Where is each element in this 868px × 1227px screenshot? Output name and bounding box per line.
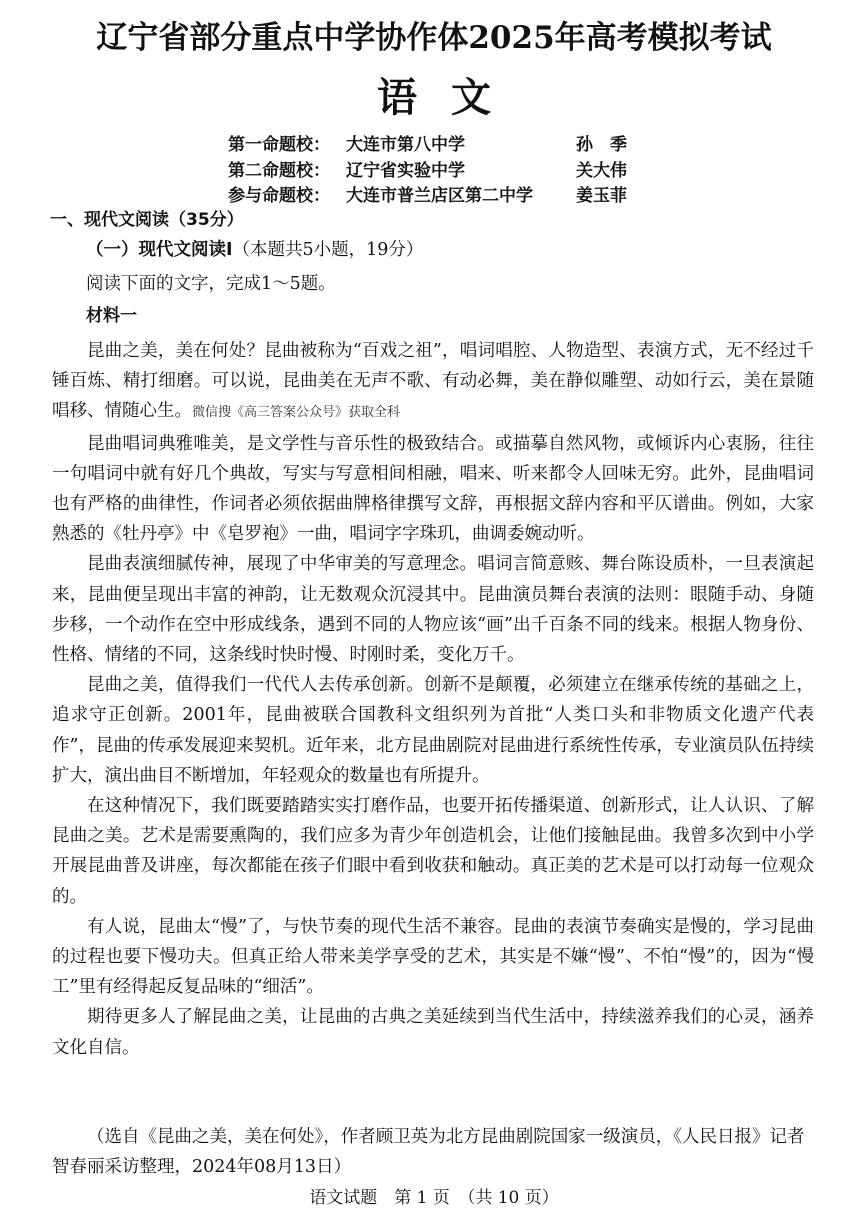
source-text: （选自《昆曲之美，美在何处》，作者顾卫英为北方昆曲剧院国家一级演员，《人民日报》记者智春丽采访整理，2024年08月13日） — [52, 1127, 805, 1177]
setter-person: 姜玉菲 — [576, 186, 627, 206]
setter-person: 关大伟 — [576, 160, 627, 181]
paragraph: 有人说，昆曲太“慢”了，与快节奏的现代生活不兼容。昆曲的表演节奏确实是慢的，学习昆曲的过程也要下慢功夫。但真正给人带来美学享受的艺术，其实是不嫌“慢”、不怕“慢”的，因为“慢工”里有经得起反复品味的“细活”。 — [52, 916, 814, 998]
sub-heading-rest: （本题共5小题，19分） — [232, 240, 424, 260]
paragraph: 昆曲之美，值得我们一代代人去传承创新。创新不是颠覆，必须建立在继承传统的基础之上，追求守正创新。2001年，昆曲被联合国教科文组织列为首批“人类口头和非物质文化遗产代表作”，昆曲的传承发展迎来契机。近年来，北方昆曲剧院对昆曲进行系统性传承，专业演员队伍持续扩大，演出曲目不断增加，年轻观众的数量也有所提升。 — [52, 675, 814, 786]
paragraph: 期待更多人了解昆曲之美，让昆曲的古典之美延续到当代生活中，持续滋养我们的心灵，涵养文化自信。 — [52, 1007, 814, 1058]
paragraph: 昆曲唱词典雅唯美，是文学性与音乐性的极致结合。或描摹自然风物，或倾诉内心衷肠，往往一句唱词中就有好几个典故，写实与写意相间相融，唱来、听来都令人回味无穷。此外，昆曲唱词也有严格的曲律性，作词者必须依据曲牌格律撰写文辞，再根据文辞内容和平仄谱曲。例如，大家熟悉的《牡丹亭》中《皂罗袍》一曲，唱词字字珠玑，曲调委婉动听。 — [52, 433, 814, 545]
material-label: 材料一 — [86, 306, 137, 326]
sub-heading-bold: （一）现代文阅读Ⅰ — [86, 240, 233, 260]
setter-role: 参与命题校： — [228, 186, 330, 206]
setter-person: 孙 季 — [576, 135, 627, 155]
setter-school: 大连市普兰店区第二中学 — [346, 186, 533, 206]
watermark-note: 微信搜《高三答案公众号》获取全科 — [192, 405, 401, 421]
subject-title: 语文 — [377, 74, 525, 121]
sub-section-heading — [86, 236, 423, 265]
setter-role: 第一命题校： — [228, 135, 330, 155]
article-body — [52, 336, 814, 1063]
paragraph-text: 昆曲之美，美在何处？昆曲被称为“百戏之祖”，唱词唱腔、人物造型、表演方式，无不经过千锤百炼、精打细磨。可以说，昆曲美在无声不歌、有动必舞，美在静似雕塑、动如行云，美在景随唱移、情随心生。 — [52, 341, 814, 422]
question-setters — [228, 133, 668, 210]
setter-row — [228, 159, 668, 185]
setter-school: 辽宁省实验中学 — [346, 160, 465, 181]
exam-title: 辽宁省部分重点中学协作体2025年高考模拟考试 — [96, 20, 772, 56]
page-footer: 语文试题 第 1 页 （共 10 页） — [309, 1188, 559, 1208]
setter-row — [228, 184, 668, 210]
reading-instruction: 阅读下面的文字，完成1～5题。 — [86, 274, 336, 294]
section-heading: 一、现代文阅读（35分） — [50, 210, 244, 230]
paragraph: 在这种情况下，我们既要踏踏实实打磨作品，也要开拓传播渠道、创新形式，让人认识、了解昆曲之美。艺术是需要熏陶的，我们应多为青少年创造机会，让他们接触昆曲。我曾多次到中小学开展昆曲普及讲座，每次都能在孩子们眼中看到收获和触动。真正美的艺术是可以打动每一位观众的。 — [52, 796, 814, 907]
setter-row — [228, 133, 668, 159]
setter-school: 大连市第八中学 — [346, 135, 465, 155]
article-source — [52, 1122, 814, 1182]
paragraph: 昆曲表演细腻传神，展现了中华审美的写意理念。唱词言简意赅、舞台陈设质朴，一旦表演起来，昆曲便呈现出丰富的神韵，让无数观众沉浸其中。昆曲演员舞台表演的法则：眼随手动、身随步移，一个动作在空中形成线条，遇到不同的人物应该“画”出千百条不同的线来。根据人物身份、性格、情绪的不同，这条线时快时慢、时刚时柔，变化万千。 — [52, 554, 814, 666]
paragraph — [52, 336, 814, 429]
setter-role: 第二命题校： — [228, 160, 330, 181]
